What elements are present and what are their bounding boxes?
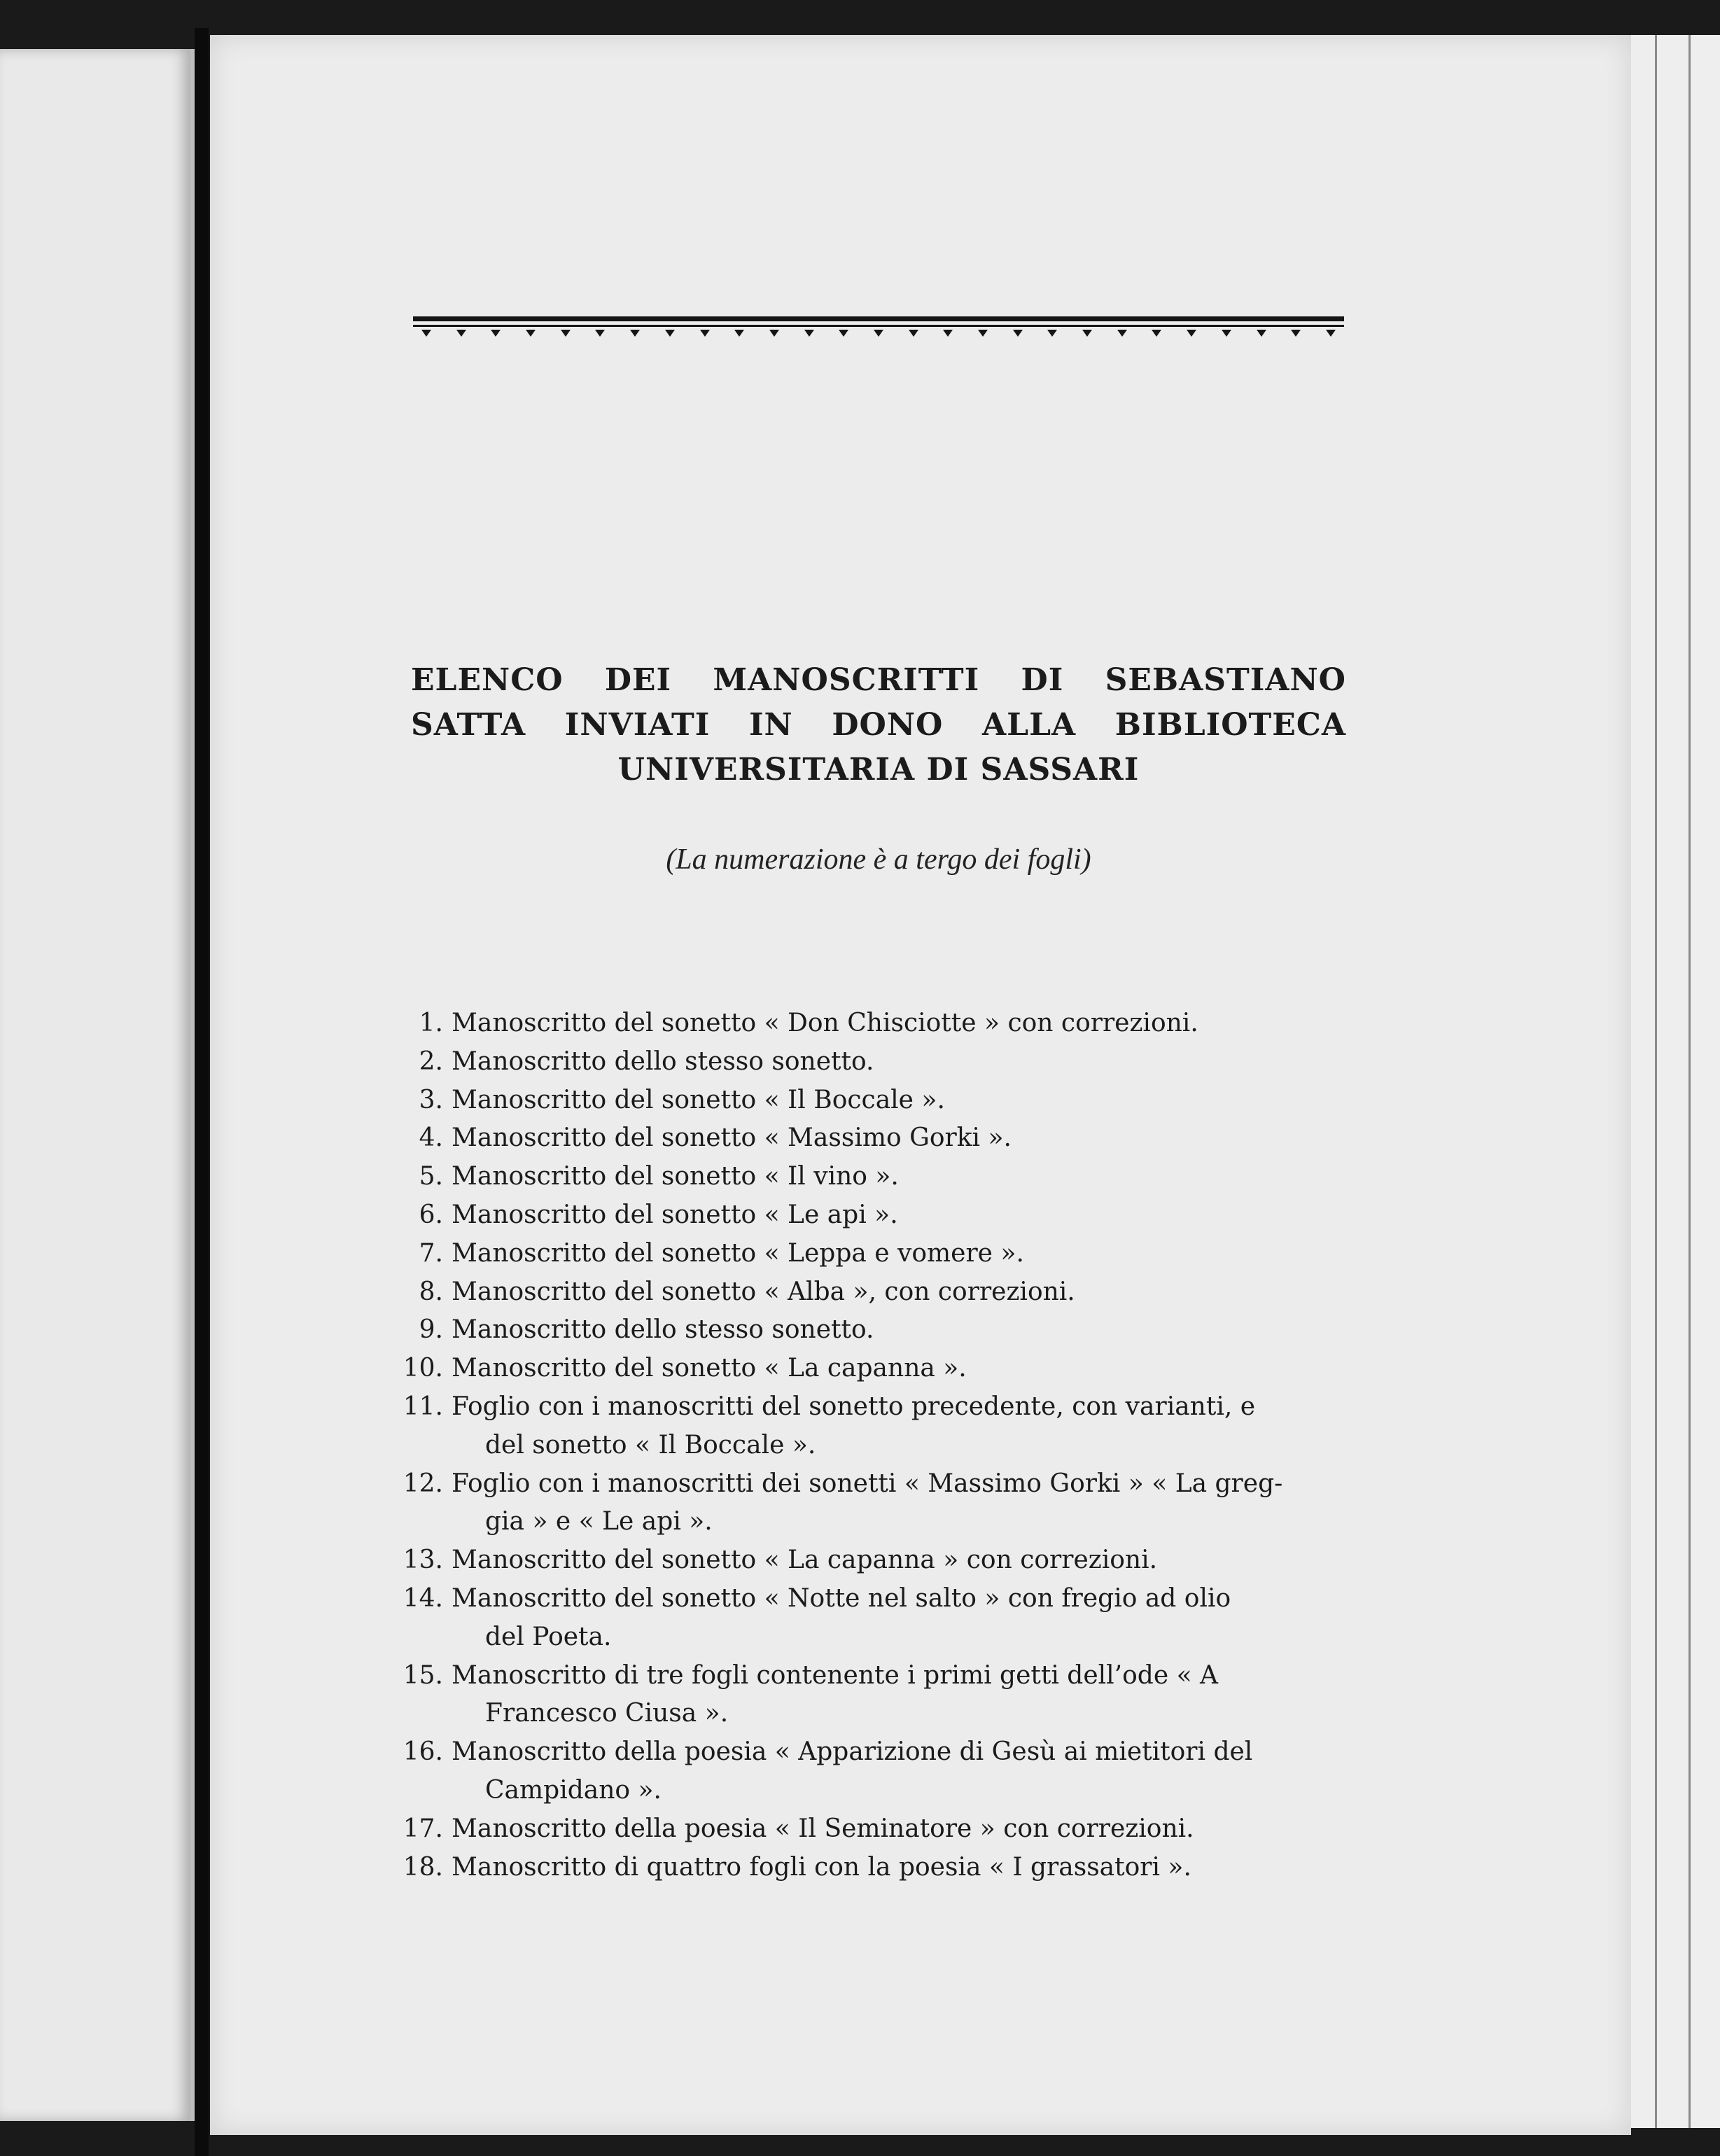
ornament-tooth: [630, 330, 640, 337]
list-item-line: Manoscritto del sonetto « Le api ».: [452, 1200, 898, 1229]
list-item-number: 15.: [403, 1660, 443, 1690]
facing-page-edge: [0, 49, 195, 2121]
list-item: [384, 1849, 1350, 1887]
list-item-number: 10.: [403, 1354, 443, 1383]
list-item-text: [452, 1196, 1350, 1235]
list-item-line: Manoscritto dello stesso sonetto.: [452, 1046, 874, 1076]
list-item-number: 5.: [419, 1162, 443, 1191]
list-item-text: [452, 1158, 1350, 1196]
ornament-tooth: [595, 330, 605, 337]
list-item-line: Manoscritto del sonetto « Il Boccale ».: [452, 1085, 945, 1114]
list-item-number: 13.: [403, 1546, 443, 1575]
list-item-text: [452, 1657, 1350, 1734]
list-item-line: Manoscritto del sonetto « Leppa e vomere ».: [452, 1238, 1024, 1268]
list-item: [384, 1158, 1350, 1196]
list-item-number: 9.: [419, 1315, 443, 1345]
decorative-header-rule: [413, 316, 1344, 337]
list-item-text: [452, 1849, 1350, 1887]
list-item-text: [452, 1004, 1350, 1043]
ornament-tooth: [978, 330, 988, 337]
list-item: [384, 1082, 1350, 1120]
ornament-tooth: [421, 330, 431, 337]
list-item-number: 16.: [403, 1737, 443, 1767]
list-item-line: Manoscritto del sonetto « Don Chisciotte » con correzioni.: [452, 1009, 1198, 1037]
list-item-text: [452, 1810, 1350, 1849]
list-item-line: Manoscritto della poesia « Apparizione di Gesù ai mietitori del: [452, 1737, 1253, 1767]
list-item-line: Manoscritto della poesia « Il Seminatore » con correzioni.: [452, 1814, 1194, 1843]
list-item-number: 6.: [419, 1200, 443, 1229]
ornament-tooth: [1291, 330, 1301, 337]
ornament-tooth: [1117, 330, 1127, 337]
list-item: [384, 1657, 1350, 1734]
ornament-tooth: [1013, 330, 1023, 337]
ornament-tooth: [804, 330, 814, 337]
list-item: [384, 1273, 1350, 1312]
list-item-text: [452, 1580, 1350, 1657]
ornament-tooth: [1047, 330, 1057, 337]
list-item: [384, 1541, 1350, 1580]
list-item-line: Manoscritto del sonetto « La capanna ».: [452, 1354, 967, 1383]
ornament-rule-thin: [413, 325, 1344, 327]
list-item: [384, 1043, 1350, 1082]
list-item: [384, 1465, 1350, 1542]
ornament-tooth: [909, 330, 918, 337]
list-item-line: Manoscritto del sonetto « La capanna » con correzioni.: [452, 1546, 1158, 1575]
list-item-line: Manoscritto del sonetto « Notte nel salto » con fregio ad olio: [452, 1583, 1231, 1613]
list-item-number: 11.: [403, 1392, 443, 1421]
list-item: [384, 1388, 1350, 1465]
list-item: [384, 1311, 1350, 1350]
list-item-line: Manoscritto di quattro fogli con la poesia « I grassatori ».: [452, 1852, 1191, 1882]
ornament-tooth: [526, 330, 536, 337]
ornament-tooth: [1257, 330, 1266, 337]
list-item-line: Manoscritto del sonetto « Alba », con correzioni.: [452, 1277, 1075, 1306]
list-item-continuation: Francesco Ciusa ».: [485, 1699, 729, 1728]
ornament-tooth: [700, 330, 710, 337]
list-item: [384, 1350, 1350, 1388]
page-stack-edge: [1624, 35, 1720, 2128]
ornament-tooth: [1222, 330, 1231, 337]
list-item-text: [452, 1273, 1350, 1312]
list-item: [384, 1235, 1350, 1273]
list-item-text: [452, 1465, 1350, 1542]
list-item: [384, 1733, 1350, 1810]
list-item-text: [452, 1733, 1350, 1810]
book-page: [210, 35, 1631, 2135]
list-item-text: [452, 1235, 1350, 1273]
list-item-number: 1.: [419, 1009, 443, 1037]
ornament-tooth: [1187, 330, 1196, 337]
list-item-continuation: del sonetto « Il Boccale ».: [485, 1430, 816, 1460]
ornament-tooth: [491, 330, 501, 337]
ornament-tooth: [943, 330, 953, 337]
list-item: [384, 1810, 1350, 1849]
ornament-tooth: [561, 330, 571, 337]
list-item-line: Foglio con i manoscritti del sonetto precedente, con varianti, e: [452, 1392, 1256, 1421]
list-item-number: 12.: [403, 1469, 443, 1498]
list-item-number: 18.: [403, 1852, 443, 1882]
list-item-number: 17.: [403, 1814, 443, 1843]
list-item-text: [452, 1082, 1350, 1120]
ornament-tooth: [1152, 330, 1161, 337]
ornament-tooth: [839, 330, 848, 337]
list-item: [384, 1196, 1350, 1235]
manuscript-list: [384, 1004, 1350, 1886]
list-item-text: [452, 1388, 1350, 1465]
page-subtitle: (La numerazione è a tergo dei fogli): [666, 844, 1091, 876]
list-item-text: [452, 1311, 1350, 1350]
list-item-text: [452, 1043, 1350, 1082]
list-item-number: 8.: [419, 1277, 443, 1306]
list-item-number: 2.: [419, 1046, 443, 1076]
ornament-tooth: [734, 330, 744, 337]
list-item-line: Manoscritto di tre fogli contenente i primi getti dell’ode « A: [452, 1660, 1219, 1690]
page-title: ELENCO DEI MANOSCRITTI DI SEBASTIANO SATTA INVIATI IN DONO ALLA BIBLIOTECA UNIVERSITARIA DI SASSARI: [411, 662, 1346, 788]
list-item-text: [452, 1119, 1350, 1158]
list-item-line: Manoscritto del sonetto « Massimo Gorki ».: [452, 1124, 1012, 1153]
ornament-tooth: [1326, 330, 1336, 337]
list-item-continuation: Campidano ».: [485, 1775, 662, 1805]
ornament-rule-thick: [413, 316, 1344, 321]
list-item-number: 4.: [419, 1124, 443, 1153]
list-item-continuation: gia » e « Le api ».: [485, 1507, 713, 1536]
list-item-text: [452, 1541, 1350, 1580]
book-gutter: [195, 28, 209, 2156]
list-item: [384, 1119, 1350, 1158]
list-item-number: 7.: [419, 1238, 443, 1268]
list-item-line: Foglio con i manoscritti dei sonetti « Massimo Gorki » « La greg-: [452, 1469, 1283, 1498]
list-item-line: Manoscritto del sonetto « Il vino ».: [452, 1162, 899, 1191]
ornament-tooth: [874, 330, 883, 337]
list-item-number: 14.: [403, 1583, 443, 1613]
list-item-line: Manoscritto dello stesso sonetto.: [452, 1315, 874, 1345]
ornament-teeth: [413, 330, 1344, 337]
ornament-tooth: [1082, 330, 1092, 337]
ornament-tooth: [665, 330, 675, 337]
ornament-tooth: [456, 330, 466, 337]
list-item-continuation: del Poeta.: [485, 1622, 612, 1651]
ornament-tooth: [769, 330, 779, 337]
list-item-number: 3.: [419, 1085, 443, 1114]
list-item: [384, 1004, 1350, 1043]
list-item-text: [452, 1350, 1350, 1388]
list-item: [384, 1580, 1350, 1657]
